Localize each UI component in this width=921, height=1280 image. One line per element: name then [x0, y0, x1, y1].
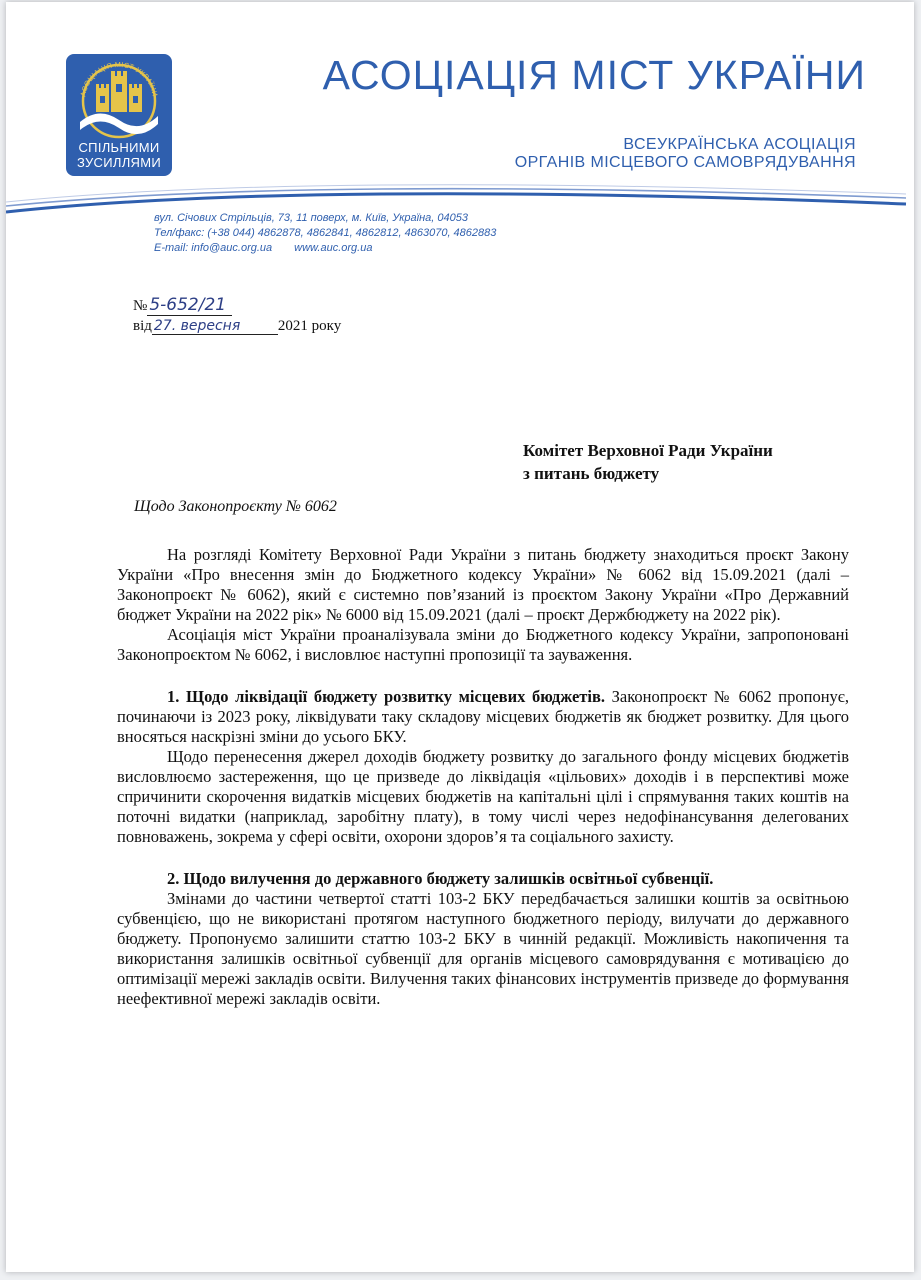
letter-body	[117, 545, 849, 1009]
date-label: від	[133, 318, 152, 334]
recipient-line1: Комітет Верховної Ради України	[523, 441, 773, 460]
logo-motto-line1: СПІЛЬНИМИ	[78, 140, 160, 155]
section-1-paragraph-2: Щодо перенесення джерел доходів бюджету розвитку до загального фонду місцевих бюджетів висловлюємо застереження, що це призведе до ліквідація «цільових» доходів і в перспективі може спричинити скорочення видатків місцевих бюджетів на капітальні цілі і спрямування таких коштів на поточні видатки (наприклад, заробітну плату), в тому числі через недофінансування делегованих повноважень, зокрема у сфері освіти, охорони здоров’я та соціального захисту.	[117, 747, 849, 846]
paragraph-intro: На розгляді Комітету Верховної Ради України з питань бюджету знаходиться проєкт Закону України «Про внесення змін до Бюджетного кодексу України» № 6062 від 15.09.2021 (далі – Законопроєкт № 6062), який є системно пов’язаний із проєктом Закону України «Про Державний бюджет України на 2022 рік» № 6000 від 15.09.2021 (далі – проєкт Держбюджету на 2022 рік).	[117, 545, 849, 624]
number-label: №	[133, 298, 148, 314]
date-year: 2021 року	[277, 318, 342, 334]
section-1-heading: 1. Щодо ліквідації бюджету розвитку місцевих бюджетів.	[167, 687, 606, 706]
website-line: www.auc.org.ua	[294, 242, 373, 254]
organization-subtitle-line1: ВСЕУКРАЇНСЬКА АСОЦІАЦІЯ	[623, 136, 856, 153]
recipient-block	[523, 439, 773, 485]
document-page	[6, 2, 914, 1272]
email-line: E-mail: info@auc.org.ua	[154, 242, 273, 254]
organization-title: АСОЦІАЦІЯ МІСТ УКРАЇНИ	[322, 52, 866, 98]
section-2-text: Змінами до частини четвертої статті 103-2 БКУ передбачається залишки коштів за освітньою субвенцією, що не використані протягом наступного бюджетного періоду, вилучати до державного бюджету. Пропонуємо залишити статтю 103-2 БКУ в чинній редакції. Можливість накопичення та використання залишків освітньої субвенції для органів місцевого самоврядування є мотивацією до оптимізації мережі закладів освіти. Вилучення таких фінансових інструментів призведе до формування неефективної мережі закладів освіти.	[117, 889, 849, 1008]
association-logo	[66, 54, 172, 176]
outgoing-date	[133, 318, 341, 335]
number-handwritten: 5-652/21	[147, 295, 232, 316]
address-line: вул. Січових Стрільців, 73, 11 поверх, м. Київ, Україна, 04053	[154, 212, 468, 224]
subject-line: Щодо Законопроєкту № 6062	[134, 498, 337, 515]
paragraph-analysis: Асоціація міст України проаналізувала зміни до Бюджетного кодексу України, запропоновані Законопроєктом № 6062, і висловлює наступні пропозиції та зауваження.	[117, 625, 849, 664]
phone-line: Тел/факс: (+38 044) 4862878, 4862841, 4862812, 4863070, 4862883	[154, 227, 497, 239]
section-2-heading: 2. Щодо вилучення до державного бюджету залишків освітньої субвенції.	[167, 869, 714, 888]
section-1-text: Законопроєкт № 6062 пропонує, починаючи із 2023 року, ліквідувати таку складову місцевих бюджетів як бюджет розвитку. Для цього вносяться наскрізні зміни до усього БКУ.	[117, 687, 849, 746]
section-1-paragraph	[117, 687, 849, 747]
organization-subtitle-line2: ОРГАНІВ МІСЦЕВОГО САМОВРЯДУВАННЯ	[514, 154, 856, 171]
contact-block	[154, 211, 496, 256]
date-handwritten: 27. вересня	[152, 318, 278, 335]
logo-motto-line2: ЗУСИЛЛЯМИ	[76, 155, 162, 170]
outgoing-number	[133, 295, 232, 316]
recipient-line2: з питань бюджету	[523, 464, 660, 483]
logo-arc-text: АСОЦІАЦІЯ МІСТ УКРАЇНИ	[78, 59, 160, 98]
